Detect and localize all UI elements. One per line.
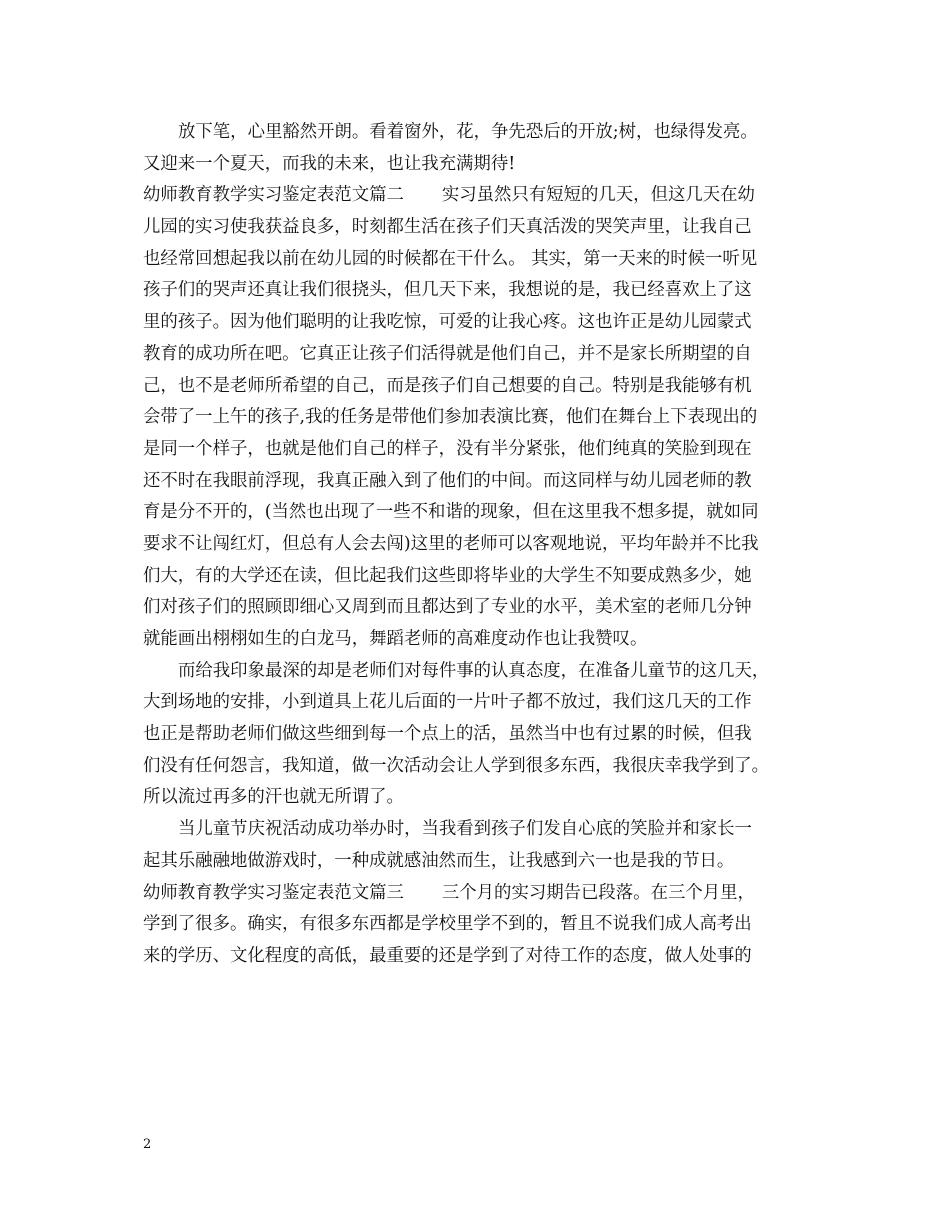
section-heading-line: 幼师教育教学实习鉴定表范文篇三 三个月的实习期告已段落。在三个月里， (143, 882, 755, 903)
text-line: 己，也不是老师所希望的自己，而是孩子们自己想要的自己。特别是我能够有机 (143, 375, 752, 396)
text-line: 要求不让闯红灯，但总有人会去闯)这里的老师可以客观地说，平均年龄并不比我 (143, 533, 759, 554)
text-line: 会带了一上午的孩子,我的任务是带他们参加表演比赛，他们在舞台上下表现出的 (143, 407, 758, 428)
text-line: 是同一个样子，也就是他们自己的样子，没有半分紧张，他们纯真的笑脸到现在 (143, 438, 752, 459)
text-line: 大到场地的安排，小到道具上花儿后面的一片叶子都不放过，我们这几天的工作 (143, 692, 752, 713)
text-line: 教育的成功所在吧。它真正让孩子们活得就是他们自己，并不是家长所期望的自 (143, 343, 752, 364)
text-line: 起其乐融融地做游戏时，一种成就感油然而生，让我感到六一也是我的节日。 (143, 850, 735, 871)
text-line: 里的孩子。因为他们聪明的让我吃惊，可爱的让我心疼。这也许正是幼儿园蒙式 (143, 312, 752, 333)
text-line: 也正是帮助老师们做这些细到每一个点上的活，虽然当中也有过累的时候，但我 (143, 724, 752, 745)
text-line: 当儿童节庆祝活动成功举办时，当我看到孩子们发自心底的笑脸并和家长一 (178, 819, 752, 840)
text-line: 学到了很多。确实，有很多东西都是学校里学不到的，暂且不说我们成人高考出 (143, 914, 752, 935)
text-line: 就能画出栩栩如生的白龙马，舞蹈老师的高难度动作也让我赞叹。 (143, 629, 648, 649)
page-number: 2 (143, 1137, 152, 1152)
text-line: 们对孩子们的照顾即细心又周到而且都达到了专业的水平，美术室的老师几分钟 (143, 597, 752, 618)
text-line: 们没有任何怨言，我知道，做一次活动会让人学到很多东西，我很庆幸我学到了。 (143, 755, 770, 776)
text-line: 育是分不开的，(当然也出现了一些不和谐的现象，但在这里我不想多提，就如同 (143, 502, 759, 523)
document-body (143, 117, 815, 973)
text-line: 所以流过再多的汗也就无所谓了。 (143, 787, 404, 808)
text-line: 孩子们的哭声还真让我们很挠头，但几天下来，我想说的是，我已经喜欢上了这 (143, 280, 752, 301)
text-line: 放下笔，心里豁然开朗。看着窗外，花，争先恐后的开放;树，也绿得发亮。 (178, 122, 758, 142)
section-heading-line: 幼师教育教学实习鉴定表范文篇二 实习虽然只有短短的几天，但这几天在幼 (143, 185, 755, 206)
section-heading: 幼师教育教学实习鉴定表范文篇三 (143, 882, 404, 903)
text-line: 又迎来一个夏天，而我的未来，也让我充满期待! (143, 153, 516, 174)
text-line: 儿园的实习使我获益良多，时刻都生活在孩子们天真活泼的哭笑声里，让我自己 (143, 217, 752, 238)
text-line: 们大，有的大学还在读，但比起我们这些即将毕业的大学生不知要成熟多少，她 (143, 565, 752, 586)
text-line: 而给我印象最深的却是老师们对每件事的认真态度，在准备儿童节的这几天， (178, 660, 770, 681)
section-heading: 幼师教育教学实习鉴定表范文篇二 (143, 185, 404, 206)
text-line: 还不时在我眼前浮现，我真正融入到了他们的中间。而这同样与幼儿园老师的教 (143, 470, 752, 491)
text-line: 也经常回想起我以前在幼儿园的时候都在干什么。 其实，第一天来的时候一听见 (143, 248, 758, 269)
text-line: 来的学历、文化程度的高低，最重要的还是学到了对待工作的态度，做人处事的 (143, 945, 752, 966)
